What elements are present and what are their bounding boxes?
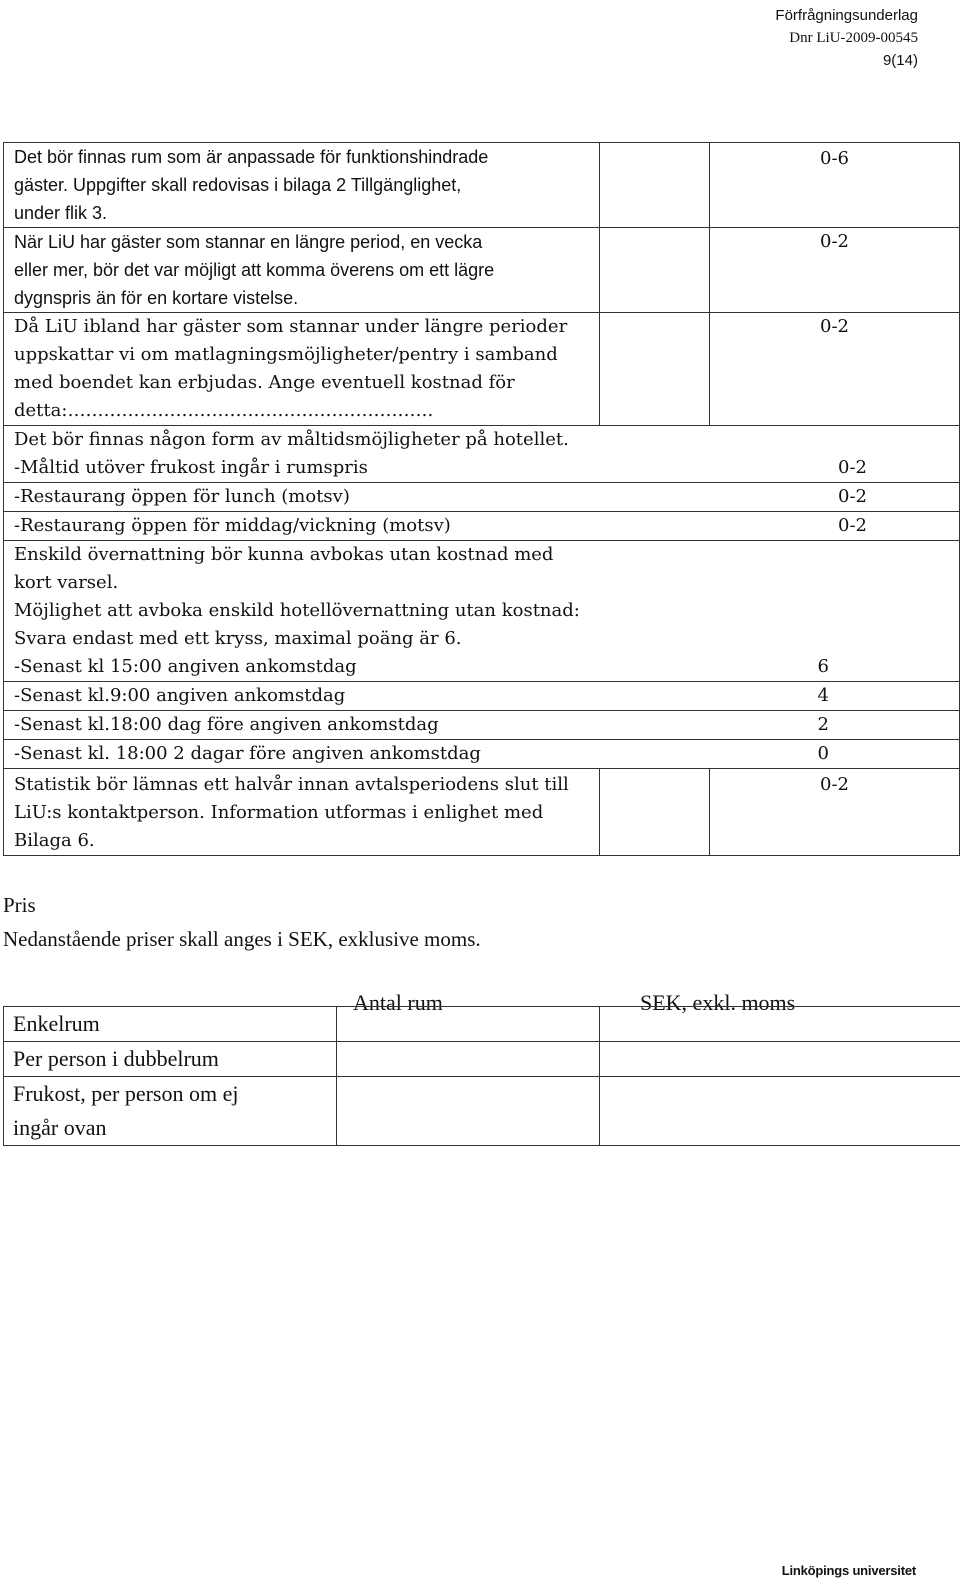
table-row: [4, 313, 960, 426]
sub-criterion: -Måltid utöver frukost ingår i rumspris 0-2: [14, 457, 867, 478]
page-number: 9(14): [882, 52, 918, 69]
criterion-text: Statistik bör lämnas ett halvår innan avtalsperiodens slut till LiU:s kontaktperson. Information utformas i enlighet med Bilaga 6.: [4, 769, 600, 856]
score-cell: 0-6: [710, 143, 960, 228]
score-cell: 0-2: [710, 228, 960, 313]
pricing-heading: Pris: [3, 893, 36, 917]
table-row: [4, 426, 960, 541]
criterion-text: Det bör finnas rum som är anpassade för funktionshindrade gäster. Uppgifter skall redovisas i bilaga 2 Tillgänglighet, under flik 3.: [4, 143, 600, 228]
sub-criterion: -Senast kl 15:00 angiven ankomstdag 6: [14, 656, 829, 677]
blank-cell: [600, 769, 710, 856]
meals-group: [4, 426, 960, 541]
pricing-table: [3, 1006, 960, 1146]
pricing-note: Nedanstående priser skall anges i SEK, exklusive moms.: [3, 927, 481, 951]
blank-cell: [600, 228, 710, 313]
col-antal-rum: Antal rum: [353, 990, 443, 1015]
blank-cell: [600, 143, 710, 228]
price-item: Enkelrum: [4, 1007, 337, 1042]
cancellation-group: Enskild övernattning bör kunna avbokas utan kostnad med kort varsel. Möjlighet att avboka enskild hotellövernattning utan kostnad: Svara endast med ett kryss, maximal poäng är 6. -Senast kl 15:00 angiven ankomstdag 6 -Senast kl.9:00 angiven ankomstdag 4 -Senast kl.18:00 dag före angiven ankomstdag 2 -Senast kl. 18:00 2 dagar före angiven ankomstdag 0: [4, 541, 960, 769]
sub-criterion: -Restaurang öppen för middag/vickning (motsv) 0-2: [4, 511, 959, 540]
price-item: Frukost, per person om ej ingår ovan: [4, 1077, 337, 1146]
sub-criterion: -Senast kl. 18:00 2 dagar före angiven ankomstdag 0: [4, 739, 959, 768]
price-item: Per person i dubbelrum: [4, 1042, 337, 1077]
table-row: [4, 1007, 960, 1042]
criterion-text: Då LiU ibland har gäster som stannar under längre perioder uppskattar vi om matlagningsmöjligheter/pentry i samband med boendet kan erbjudas. Ange eventuell kostnad för detta:…………………………………………………….: [4, 313, 600, 426]
table-row: [4, 1077, 960, 1146]
antal-rum-cell[interactable]: [337, 1007, 600, 1042]
table-row: [4, 143, 960, 228]
criteria-table: [3, 142, 960, 856]
sek-cell[interactable]: [600, 1042, 960, 1077]
sek-cell[interactable]: [600, 1077, 960, 1146]
university-logo: Linköpings universitet: [781, 1563, 916, 1578]
meals-intro: Det bör finnas någon form av måltidsmöjligheter på hotellet.: [14, 429, 569, 450]
antal-rum-cell[interactable]: [337, 1077, 600, 1146]
antal-rum-cell[interactable]: [337, 1042, 600, 1077]
pricing-intro: [3, 888, 481, 956]
table-row: [4, 541, 960, 769]
criterion-text: När LiU har gäster som stannar en längre period, en vecka eller mer, bör det var möjligt att komma överens om ett lägre dygnspris än för en kortare vistelse.: [4, 228, 600, 313]
doc-number: Dnr LiU-2009-00545: [789, 30, 918, 46]
table-row: [4, 1042, 960, 1077]
sub-criterion: -Senast kl.18:00 dag före angiven ankomstdag 2: [4, 710, 959, 739]
sek-cell[interactable]: [600, 1007, 960, 1042]
blank-cell: [600, 313, 710, 426]
table-row: [4, 769, 960, 856]
sub-criterion: -Restaurang öppen för lunch (motsv) 0-2: [4, 482, 959, 511]
doc-type: Förfrågningsunderlag: [775, 7, 918, 24]
score-cell: 0-2: [710, 313, 960, 426]
score-cell: 0-2: [710, 769, 960, 856]
sub-criterion: -Senast kl.9:00 angiven ankomstdag 4: [4, 681, 959, 710]
col-sek-exkl-moms: SEK, exkl. moms: [640, 990, 796, 1015]
table-row: [4, 228, 960, 313]
